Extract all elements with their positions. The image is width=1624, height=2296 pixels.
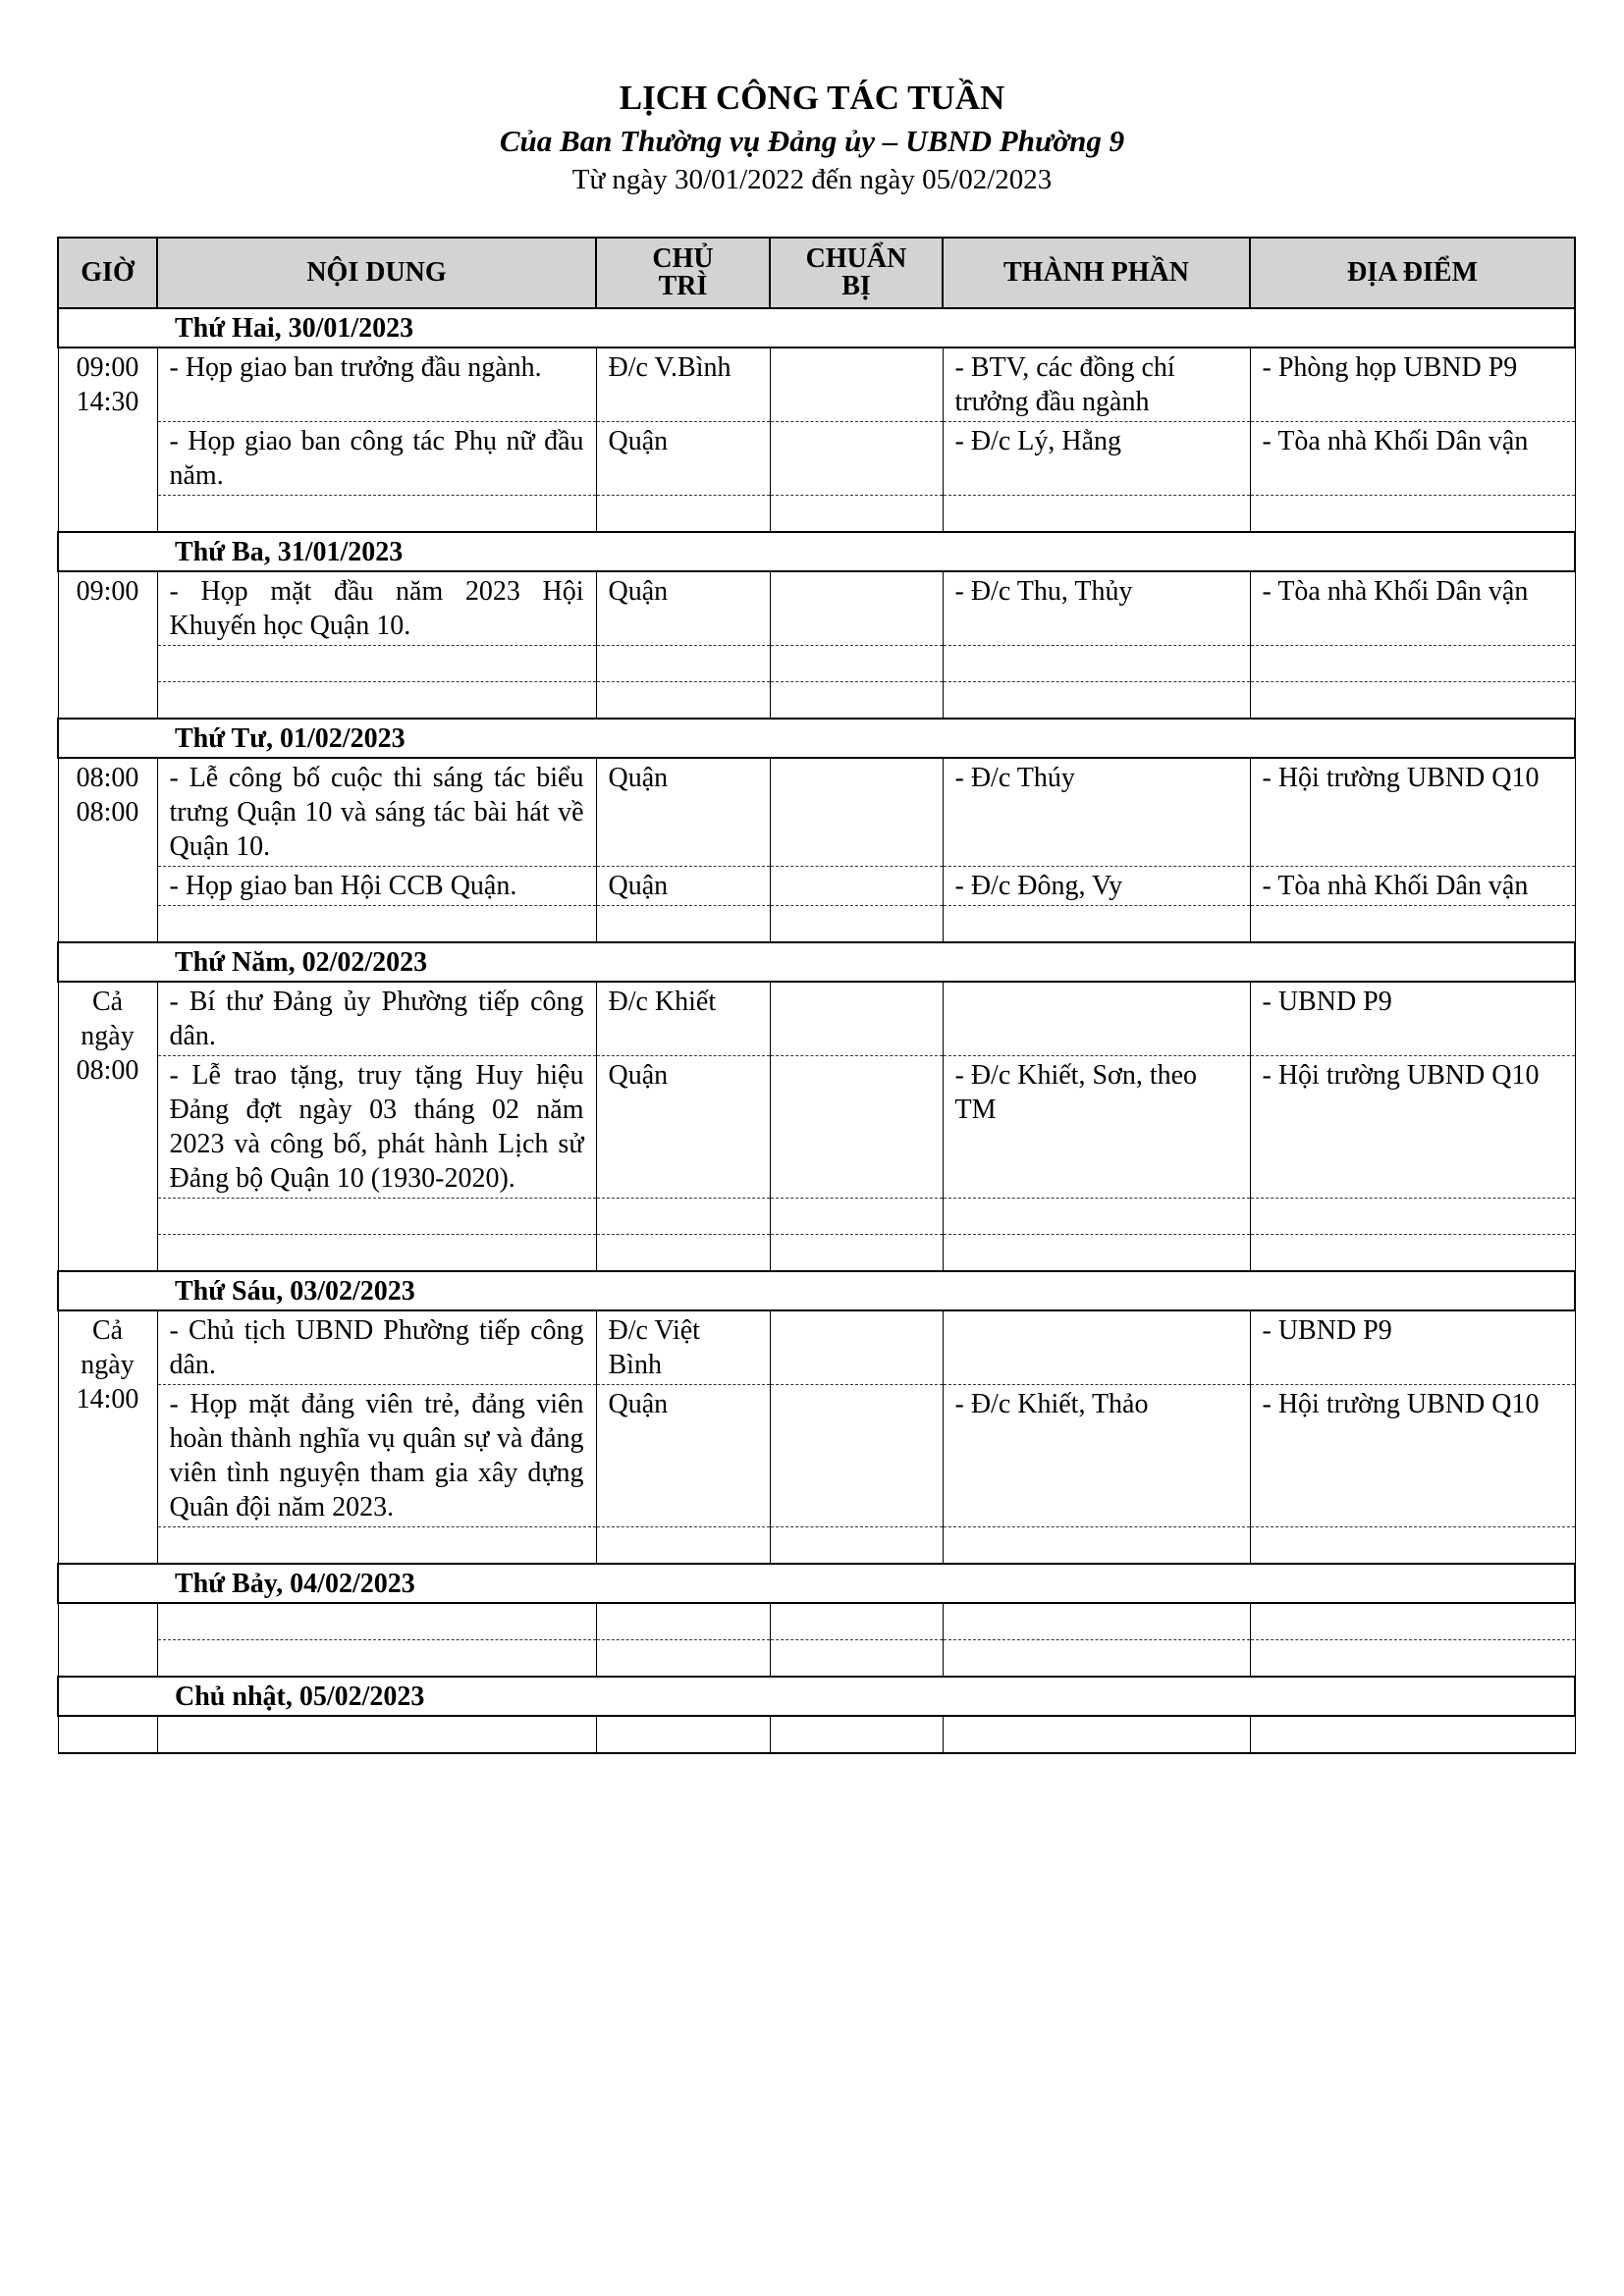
empty-cell (770, 496, 943, 533)
header-chair-line-2: TRÌ (658, 271, 708, 301)
header-location: ĐỊA ĐIỂM (1250, 238, 1575, 308)
time-value: 09:00 (76, 576, 139, 607)
content-cell: - Họp mặt đảng viên trẻ, đảng viên hoàn thành nghĩa vụ quân sự và đảng viên tình nguyện tham gia xây dựng Quân đội năm 2023. (157, 1385, 596, 1527)
header-row (58, 238, 1575, 308)
empty-cell (157, 1640, 596, 1678)
participants-cell: - Đ/c Khiết, Thảo (943, 1385, 1250, 1527)
table-row (58, 1056, 1575, 1199)
day-label: Thứ Năm, 02/02/2023 (58, 942, 1575, 982)
table-row (58, 571, 1575, 646)
empty-cell (1250, 1527, 1575, 1565)
empty-cell (157, 1527, 596, 1565)
time-cell (58, 1603, 157, 1677)
time-value: 09:00 (76, 352, 139, 383)
empty-cell (770, 1235, 943, 1272)
content-cell: - Họp giao ban công tác Phụ nữ đầu năm. (157, 422, 596, 496)
empty-cell (157, 1199, 596, 1235)
empty-cell (1250, 1640, 1575, 1678)
time-value: 14:00 (76, 1384, 139, 1415)
day-label: Chủ nhật, 05/02/2023 (58, 1677, 1575, 1716)
time-cell (58, 982, 157, 1271)
empty-cell (943, 1527, 1250, 1565)
empty-cell (943, 1235, 1250, 1272)
day-row (58, 1271, 1575, 1310)
day-row (58, 942, 1575, 982)
empty-cell (943, 906, 1250, 943)
empty-cell (596, 1640, 770, 1678)
content-cell: - Họp mặt đầu năm 2023 Hội Khuyến học Quận 10. (157, 571, 596, 646)
empty-cell (596, 1235, 770, 1272)
schedule-body (58, 308, 1575, 1753)
chair-cell: Quận (596, 422, 770, 496)
prep-cell (770, 758, 943, 867)
empty-cell (157, 906, 596, 943)
empty-cell (1250, 496, 1575, 533)
empty-cell (770, 1527, 943, 1565)
day-row (58, 1564, 1575, 1603)
day-label: Thứ Ba, 31/01/2023 (58, 532, 1575, 571)
participants-cell (943, 1310, 1250, 1385)
header-chair (596, 238, 770, 308)
prep-cell (770, 422, 943, 496)
location-cell: - Hội trường UBND Q10 (1250, 1385, 1575, 1527)
empty-cell (943, 1199, 1250, 1235)
empty-cell (770, 906, 943, 943)
location-cell: - UBND P9 (1250, 1310, 1575, 1385)
location-cell: - Tòa nhà Khối Dân vận (1250, 422, 1575, 496)
time-value: ngày (81, 1021, 135, 1051)
day-label: Thứ Hai, 30/01/2023 (58, 308, 1575, 347)
time-value: 08:00 (76, 1055, 139, 1086)
header-prep-line-2: BỊ (841, 271, 871, 301)
empty-cell (1250, 1603, 1575, 1640)
chair-cell: Quận (596, 571, 770, 646)
empty-cell (943, 646, 1250, 682)
date-range: Từ ngày 30/01/2022 đến ngày 05/02/2023 (571, 164, 1053, 195)
day-row (58, 1677, 1575, 1716)
prep-cell (770, 347, 943, 422)
content-cell: - Họp giao ban Hội CCB Quận. (157, 867, 596, 906)
chair-cell: Đ/c Khiết (596, 982, 770, 1056)
participants-cell: - Đ/c Lý, Hằng (943, 422, 1250, 496)
time-value: Cả (91, 987, 124, 1017)
day-label: Thứ Bảy, 04/02/2023 (58, 1564, 1575, 1603)
time-value: 14:30 (76, 387, 139, 417)
chair-cell: Quận (596, 1385, 770, 1527)
empty-cell (770, 1640, 943, 1678)
empty-cell (157, 682, 596, 720)
empty-cell (157, 1603, 596, 1640)
blank-row (58, 906, 1575, 943)
chair-cell: Đ/c V.Bình (596, 347, 770, 422)
chair-cell: Quận (596, 758, 770, 867)
empty-cell (1250, 906, 1575, 943)
blank-row (58, 1235, 1575, 1272)
table-row (58, 1310, 1575, 1385)
prep-cell (770, 1056, 943, 1199)
table-row (58, 867, 1575, 906)
content-cell: - Lễ công bố cuộc thi sáng tác biểu trưng Quận 10 và sáng tác bài hát về Quận 10. (157, 758, 596, 867)
empty-cell (1250, 1235, 1575, 1272)
time-cell (58, 1310, 157, 1564)
empty-cell (596, 682, 770, 720)
empty-cell (770, 646, 943, 682)
location-cell: - Hội trường UBND Q10 (1250, 1056, 1575, 1199)
chair-cell: Đ/c Việt Bình (596, 1310, 770, 1385)
location-cell: - UBND P9 (1250, 982, 1575, 1056)
empty-cell (770, 1716, 943, 1753)
schedule-table (57, 237, 1576, 1754)
participants-cell (943, 982, 1250, 1056)
header-participants: THÀNH PHẦN (943, 238, 1250, 308)
participants-cell: - BTV, các đồng chí trưởng đầu ngành (943, 347, 1250, 422)
prep-cell (770, 571, 943, 646)
empty-cell (596, 906, 770, 943)
day-row (58, 532, 1575, 571)
time-value: ngày (81, 1350, 135, 1380)
blank-row (58, 1716, 1575, 1753)
prep-cell (770, 1385, 943, 1527)
table-row (58, 347, 1575, 422)
empty-cell (157, 646, 596, 682)
empty-cell (596, 496, 770, 533)
empty-cell (1250, 682, 1575, 720)
participants-cell: - Đ/c Khiết, Sơn, theo TM (943, 1056, 1250, 1199)
content-cell: - Bí thư Đảng ủy Phường tiếp công dân. (157, 982, 596, 1056)
content-cell: - Lễ trao tặng, truy tặng Huy hiệu Đảng đợt ngày 03 tháng 02 năm 2023 và công bố, phát hành Lịch sử Đảng bộ Quận 10 (1930-2020). (157, 1056, 596, 1199)
table-row (58, 422, 1575, 496)
empty-cell (943, 1603, 1250, 1640)
blank-row (58, 646, 1575, 682)
empty-cell (770, 1603, 943, 1640)
blank-row (58, 1640, 1575, 1678)
blank-row (58, 496, 1575, 533)
empty-cell (1250, 1716, 1575, 1753)
chair-cell: Quận (596, 867, 770, 906)
participants-cell: - Đ/c Thúy (943, 758, 1250, 867)
page-title: LỊCH CÔNG TÁC TUẦN (619, 79, 1005, 117)
time-value: 08:00 (76, 763, 139, 793)
empty-cell (157, 1716, 596, 1753)
location-cell: - Tòa nhà Khối Dân vận (1250, 571, 1575, 646)
empty-cell (596, 1527, 770, 1565)
table-row (58, 1385, 1575, 1527)
day-row (58, 719, 1575, 758)
blank-row (58, 1527, 1575, 1565)
empty-cell (596, 646, 770, 682)
location-cell: - Phòng họp UBND P9 (1250, 347, 1575, 422)
empty-cell (943, 496, 1250, 533)
blank-row (58, 1199, 1575, 1235)
blank-row (58, 682, 1575, 720)
participants-cell: - Đ/c Đông, Vy (943, 867, 1250, 906)
day-label: Thứ Tư, 01/02/2023 (58, 719, 1575, 758)
empty-cell (770, 1199, 943, 1235)
empty-cell (943, 682, 1250, 720)
header-time: GIỜ (58, 238, 157, 308)
prep-cell (770, 1310, 943, 1385)
location-cell: - Hội trường UBND Q10 (1250, 758, 1575, 867)
participants-cell: - Đ/c Thu, Thủy (943, 571, 1250, 646)
page-subtitle: Của Ban Thường vụ Đảng ủy – UBND Phường 9 (499, 124, 1125, 158)
day-row (58, 308, 1575, 347)
content-cell: - Chủ tịch UBND Phường tiếp công dân. (157, 1310, 596, 1385)
header-prep (770, 238, 943, 308)
empty-cell (943, 1716, 1250, 1753)
time-cell (58, 571, 157, 719)
day-label: Thứ Sáu, 03/02/2023 (58, 1271, 1575, 1310)
empty-cell (596, 1716, 770, 1753)
time-value: Cả (91, 1315, 124, 1346)
location-cell: - Tòa nhà Khối Dân vận (1250, 867, 1575, 906)
chair-cell: Quận (596, 1056, 770, 1199)
table-row (58, 982, 1575, 1056)
time-value: 08:00 (76, 797, 139, 828)
empty-cell (943, 1640, 1250, 1678)
prep-cell (770, 982, 943, 1056)
empty-cell (1250, 1199, 1575, 1235)
header-prep-line-1: CHUẨN (805, 243, 907, 274)
prep-cell (770, 867, 943, 906)
empty-cell (1250, 646, 1575, 682)
empty-cell (596, 1199, 770, 1235)
table-row (58, 758, 1575, 867)
header-chair-line-1: CHỦ (652, 243, 714, 274)
empty-cell (157, 1235, 596, 1272)
empty-cell (770, 682, 943, 720)
empty-cell (157, 496, 596, 533)
empty-cell (596, 1603, 770, 1640)
header-content: NỘI DUNG (157, 238, 596, 308)
time-cell (58, 758, 157, 942)
time-cell (58, 1716, 157, 1753)
time-cell (58, 347, 157, 532)
blank-row (58, 1603, 1575, 1640)
content-cell: - Họp giao ban trưởng đầu ngành. (157, 347, 596, 422)
